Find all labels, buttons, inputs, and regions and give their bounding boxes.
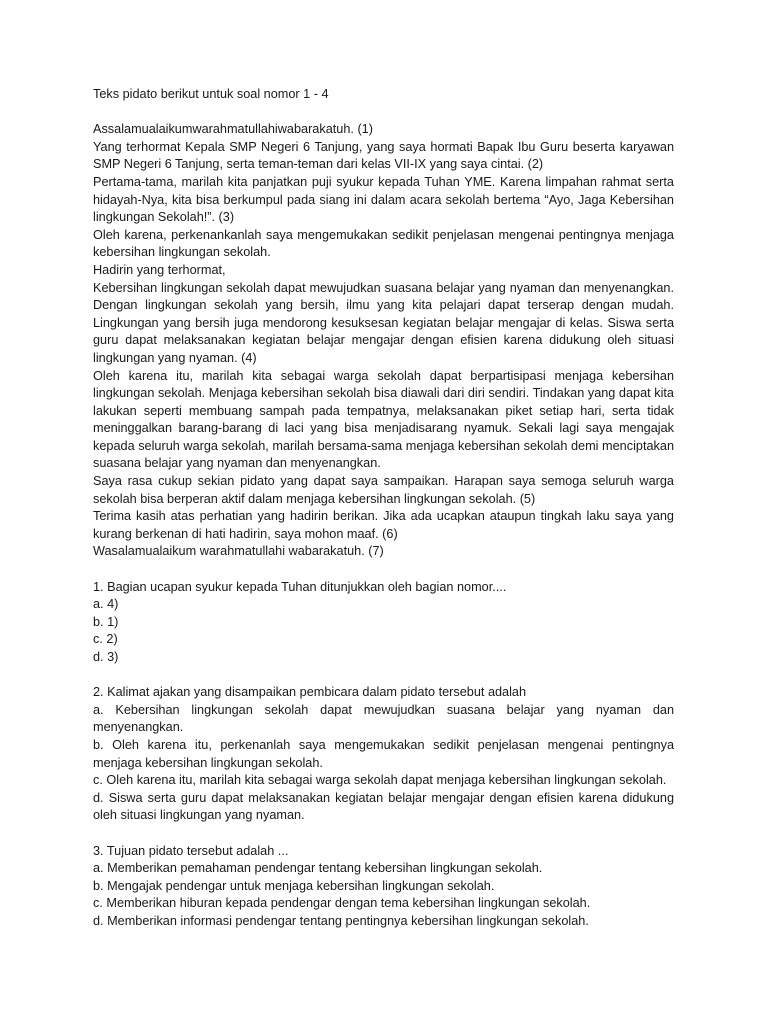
question-text: 2. Kalimat ajakan yang disampaikan pembicara dalam pidato tersebut adalah	[93, 685, 527, 700]
answer-option: c. Memberikan hiburan kepada pendengar dengan tema kebersihan lingkungan sekolah.	[93, 896, 591, 911]
speech-paragraph: Oleh karena, perkenankanlah saya mengemukakan sedikit penjelasan mengenai pentingnya menjaga kebersihan lingkungan sekolah.	[93, 227, 674, 260]
speech-paragraph: Oleh karena itu, marilah kita sebagai warga sekolah dapat berpartisipasi menjaga kebersihan lingkungan sekolah. Menjaga kebersihan sekolah bisa diawali dari diri sendiri. Tindakan yang dapat kita lakukan seperti membuang sampah pada tempatnya, melaksanakan piket setiap hari, serta tidak meninggalkan barang-barang di laci yang bisa menjadisarang nyamuk. Sekali lagi saya mengajak kepada seluruh warga sekolah, marilah bersama-sama menjaga kebersihan sekolah demi menciptakan suasana belajar yang nyaman dan menyenangkan.	[93, 368, 674, 471]
speech-paragraph: Pertama-tama, marilah kita panjatkan puji syukur kepada Tuhan YME. Karena limpahan rahmat serta hidayah-Nya, kita bisa berkumpul pada siang ini dalam acara sekolah bertema “Ayo, Jaga Kebersihan lingkungan Sekolah!”. (3)	[93, 174, 674, 225]
answer-option: d. 3)	[93, 650, 119, 664]
answer-option: d. Siswa serta guru dapat melaksanakan kegiatan belajar mengajar dengan efisien karena didukung oleh situasi lingkungan yang nyaman.	[93, 790, 674, 823]
question-text: 3. Tujuan pidato tersebut adalah ...	[93, 843, 289, 858]
question-1	[93, 579, 674, 667]
question-text: 1. Bagian ucapan syukur kepada Tuhan ditunjukkan oleh bagian nomor....	[93, 579, 507, 594]
speech-paragraph: Wasalamualaikum warahmatullahi wabarakatuh. (7)	[93, 544, 384, 559]
document-title: Teks pidato berikut untuk soal nomor 1 - 4	[93, 87, 329, 101]
answer-option: c. Oleh karena itu, marilah kita sebagai warga sekolah dapat menjaga kebersihan lingkungan sekolah.	[93, 773, 667, 788]
speech-paragraph: Assalamualaikumwarahmatullahiwabarakatuh. (1)	[93, 122, 373, 137]
answer-option: b. Mengajak pendengar untuk menjaga kebersihan lingkungan sekolah.	[93, 878, 495, 893]
answer-option: a. 4)	[93, 597, 119, 612]
answer-option: c. 2)	[93, 632, 118, 647]
answer-option: a. Kebersihan lingkungan sekolah dapat mewujudkan suasana belajar yang nyaman dan menyenangkan.	[93, 702, 674, 735]
answer-option: b. 1)	[93, 614, 119, 629]
speech-paragraph: Hadirin yang terhormat,	[93, 262, 226, 277]
speech-paragraph: Terima kasih atas perhatian yang hadirin berikan. Jika ada ucapkan ataupun tingkah laku saya yang kurang berkenan di hati hadirin, saya mohon maaf. (6)	[93, 509, 674, 541]
speech-paragraph: Yang terhormat Kepala SMP Negeri 6 Tanjung, yang saya hormati Bapak Ibu Guru beserta karyawan SMP Negeri 6 Tanjung, serta teman-teman dari kelas VII-IX yang saya cintai. (2)	[93, 139, 674, 172]
question-3	[93, 843, 674, 931]
speech-paragraph: Kebersihan lingkungan sekolah dapat mewujudkan suasana belajar yang nyaman dan menyenangkan. Dengan lingkungan sekolah yang bersih, ilmu yang kita pelajari dapat terserap dengan mudah. Lingkungan yang bersih juga mendorong kesuksesan kegiatan belajar mengajar di kelas. Siswa serta guru dapat melaksanakan kegiatan belajar mengajar dengan efisien karena didukung oleh situasi lingkungan yang nyaman. (4)	[93, 280, 674, 365]
speech-paragraph: Saya rasa cukup sekian pidato yang dapat saya sampaikan. Harapan saya semoga seluruh warga sekolah bisa berperan aktif dalam menjaga kebersihan lingkungan sekolah. (5)	[93, 474, 674, 506]
answer-option: b. Oleh karena itu, perkenanlah saya mengemukakan sedikit penjelasan mengenai pentingnya menjaga kebersihan lingkungan sekolah.	[93, 737, 674, 770]
answer-option: d. Memberikan informasi pendengar tentang pentingnya kebersihan lingkungan sekolah.	[93, 913, 589, 928]
question-2	[93, 684, 674, 825]
speech-text	[93, 121, 674, 561]
answer-option: a. Memberikan pemahaman pendengar tentang kebersihan lingkungan sekolah.	[93, 861, 543, 876]
